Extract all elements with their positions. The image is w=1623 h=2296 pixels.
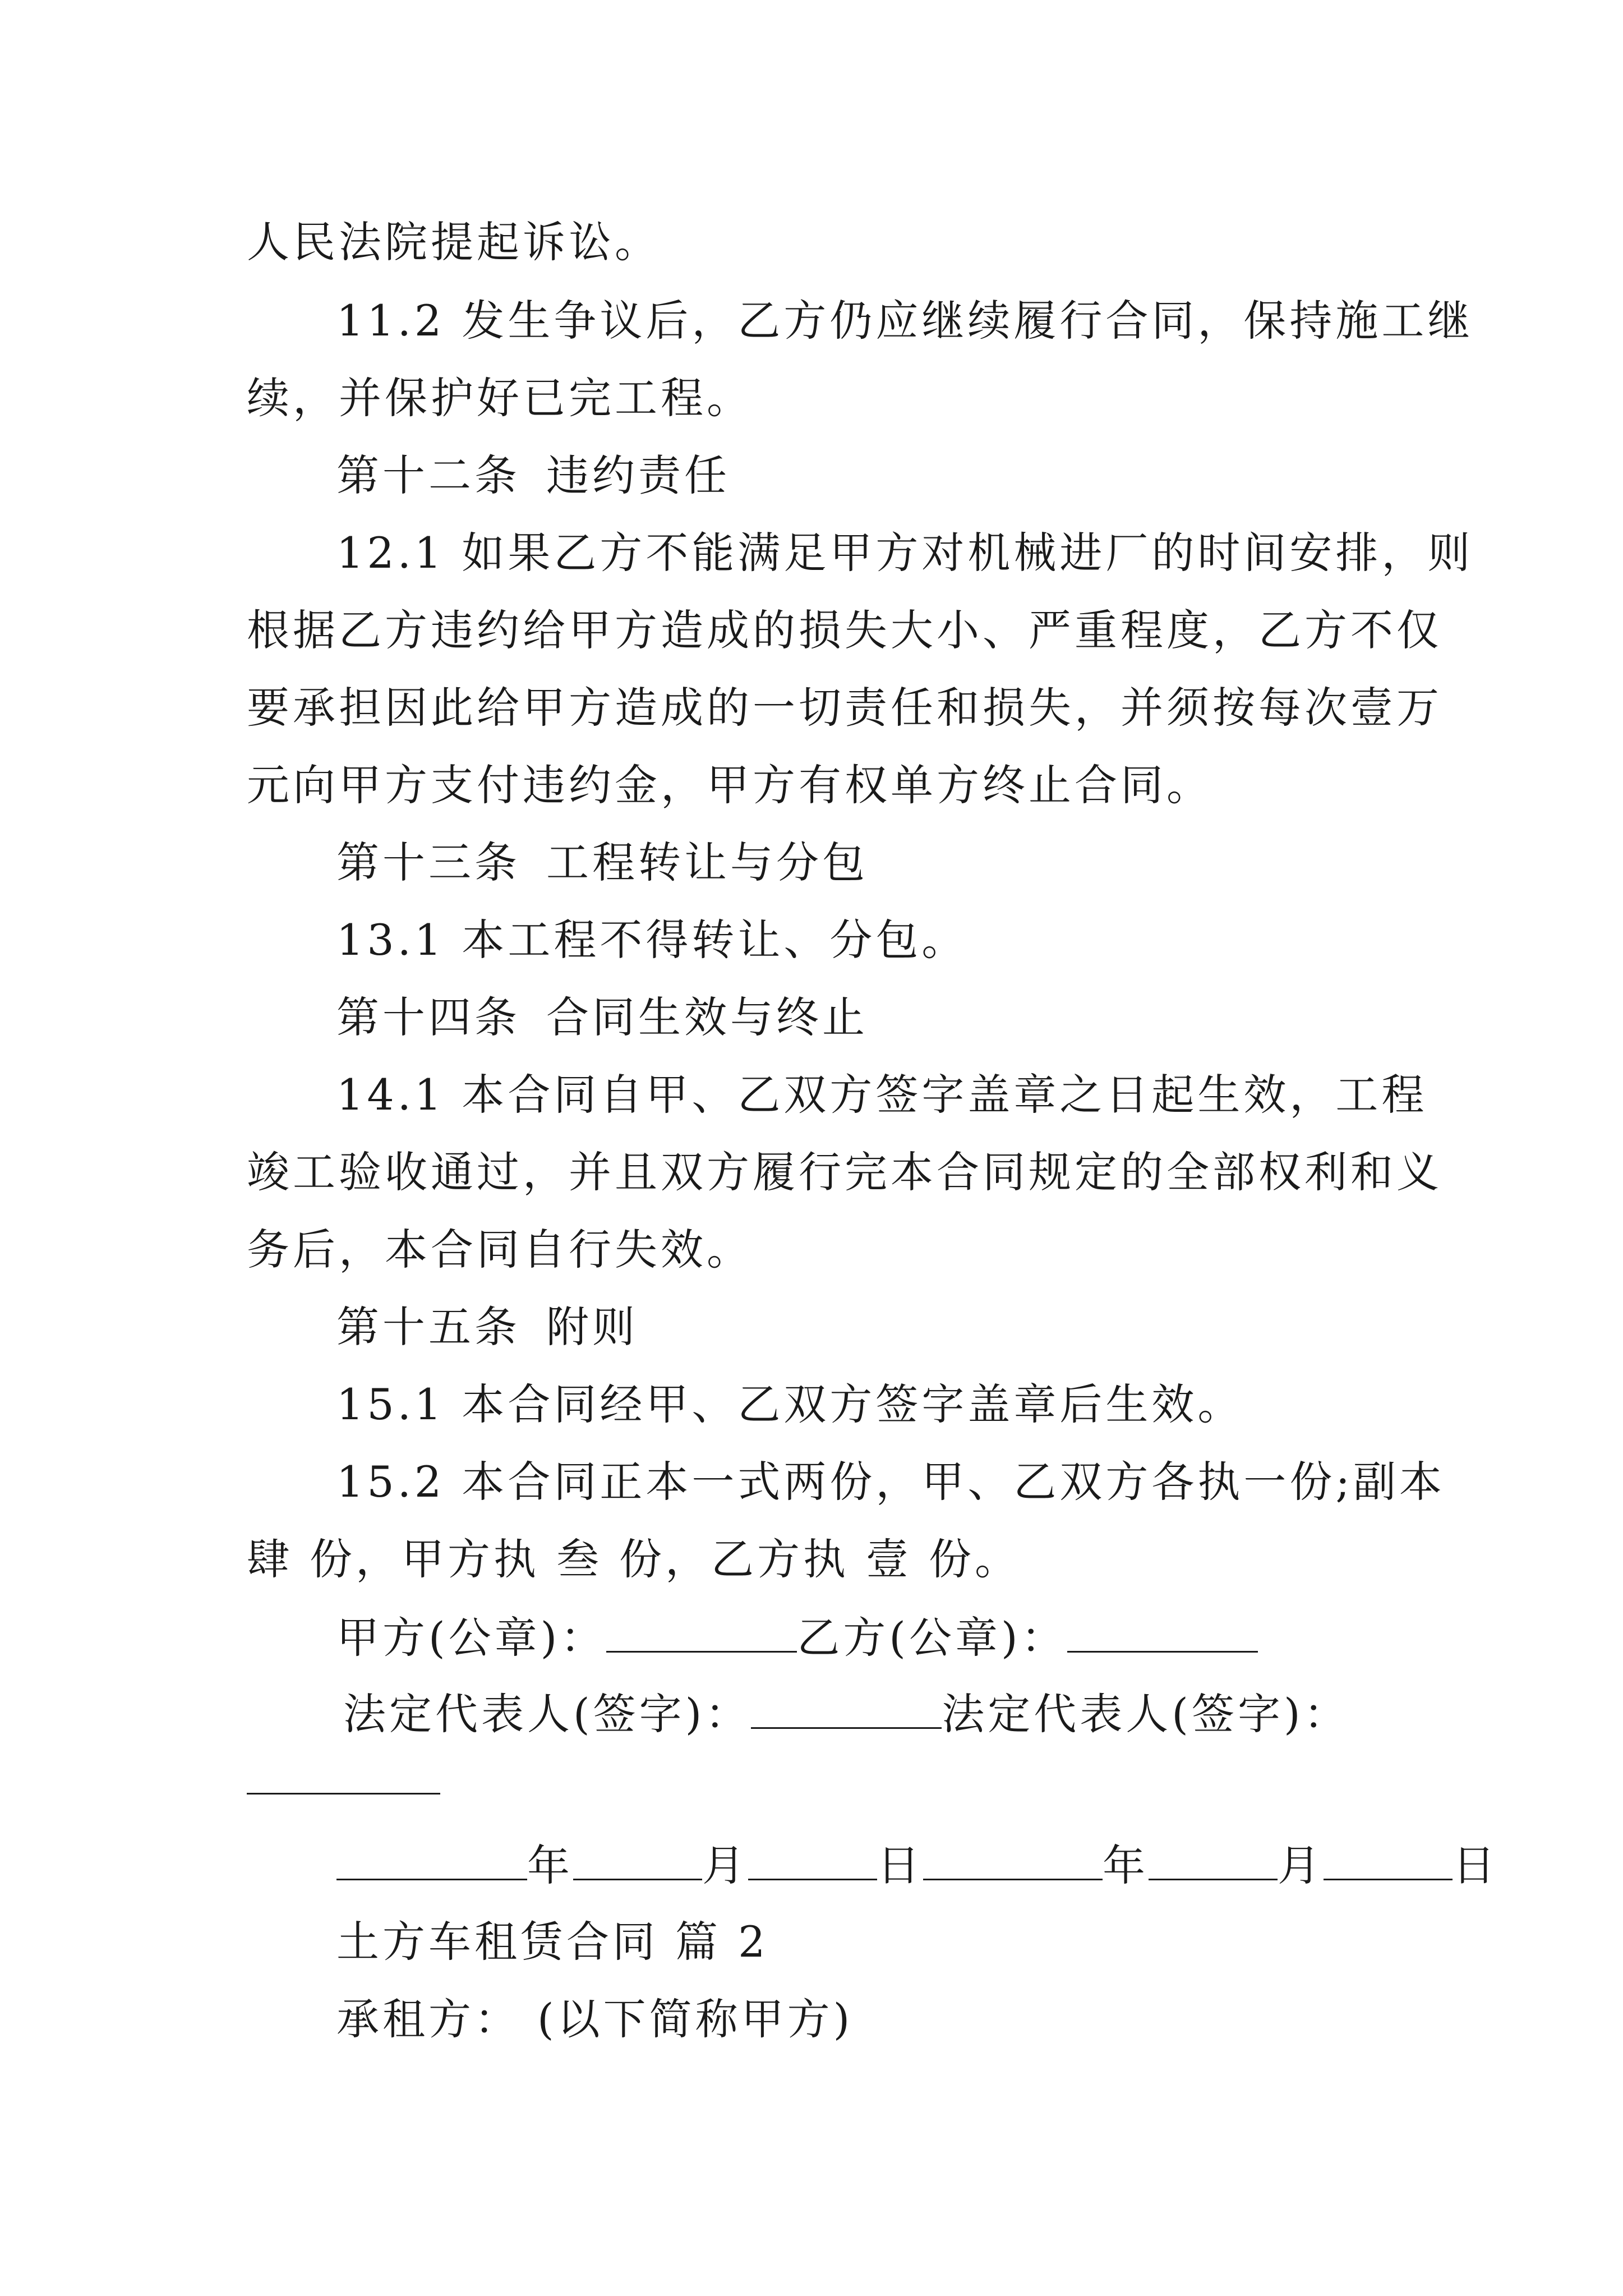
next-contract-title (336, 1914, 769, 1970)
article-title: 违约责任 (546, 450, 730, 500)
article-number: 第十五条 (336, 1302, 520, 1352)
clause-14-1: 14.1 本合同自甲、乙双方签字盖章之日起生效，工程 (336, 1070, 1428, 1120)
text-fragment: 份，甲方执 (310, 1534, 540, 1584)
copies-line (247, 1531, 1021, 1588)
year-a-blank[interactable] (336, 1839, 527, 1880)
text-line: 要承担因此给甲方造成的一切责任和损失，并须按每次壹万 (247, 683, 1442, 733)
article-title: 附则 (546, 1302, 638, 1352)
lessee-line (336, 1991, 853, 2047)
contract-part: 篇 2 (675, 1917, 769, 1967)
text-line: 务后，本合同自行失效。 (247, 1225, 753, 1274)
representative-line (343, 1686, 1350, 1742)
month-label: 月 (1278, 1841, 1324, 1890)
clause-15-2: 15.2 本合同正本一式两份，甲、乙双方各执一份;副本 (336, 1457, 1445, 1507)
party-b-seal-blank[interactable] (1067, 1612, 1258, 1653)
lessee-label: 承租方： (336, 1994, 520, 2044)
day-label: 日 (877, 1841, 923, 1890)
text-line: 元向甲方支付违约金，甲方有权单方终止合同。 (247, 760, 1212, 810)
text-fragment: 份。 (929, 1534, 1021, 1584)
seal-line (336, 1610, 1258, 1666)
day-a-blank[interactable] (748, 1839, 877, 1880)
month-label: 月 (702, 1841, 748, 1890)
date-line (336, 1838, 1498, 1894)
article-title: 合同生效与终止 (546, 992, 868, 1042)
text-line: 竣工验收通过，并且双方履行完本合同规定的全部权利和义 (247, 1147, 1442, 1197)
clause-11-2: 11.2 发生争议后，乙方仍应继续履行合同，保持施工继 (336, 296, 1474, 346)
day-label: 日 (1453, 1841, 1498, 1890)
article-number: 第十三条 (336, 838, 520, 887)
year-b-blank[interactable] (923, 1839, 1103, 1880)
day-b-blank[interactable] (1324, 1839, 1453, 1880)
article-number: 第十四条 (336, 992, 520, 1042)
article-12-heading (336, 448, 730, 504)
article-15-heading (336, 1299, 638, 1355)
party-b-rep-blank[interactable] (247, 1793, 440, 1795)
text-fragment: 份，乙方执 (619, 1534, 849, 1584)
year-label: 年 (527, 1841, 573, 1890)
year-label: 年 (1103, 1841, 1149, 1890)
text-line: 续，并保护好已完工程。 (247, 373, 753, 423)
party-b-rep-label: 法定代表人(签字)： (942, 1689, 1350, 1739)
text-line: 人民法院提起诉讼。 (247, 217, 661, 267)
party-a-seal-label: 甲方(公章)： (336, 1613, 607, 1663)
clause-13-1: 13.1 本工程不得转让、分包。 (336, 915, 968, 965)
copies-party-b: 壹 (866, 1534, 912, 1584)
copies-total: 肆 (247, 1534, 293, 1584)
text-line: 根据乙方违约给甲方造成的损失大小、严重程度，乙方不仅 (247, 605, 1442, 655)
lessee-note: (以下简称甲方) (537, 1994, 854, 2044)
article-13-heading (336, 835, 868, 891)
month-b-blank[interactable] (1149, 1839, 1278, 1880)
party-a-seal-blank[interactable] (606, 1612, 797, 1653)
clause-12-1: 12.1 如果乙方不能满足甲方对机械进厂的时间安排，则 (336, 528, 1474, 578)
article-title: 工程转让与分包 (546, 838, 868, 887)
contract-title: 土方车租赁合同 (336, 1917, 658, 1967)
party-a-rep-label: 法定代表人(签字)： (343, 1689, 751, 1739)
clause-15-1: 15.1 本合同经甲、乙双方签字盖章后生效。 (336, 1379, 1244, 1429)
article-14-heading (336, 990, 868, 1046)
party-b-seal-label: 乙方(公章)： (797, 1613, 1067, 1663)
party-a-rep-blank[interactable] (751, 1688, 942, 1729)
article-number: 第十二条 (336, 450, 520, 500)
month-a-blank[interactable] (573, 1839, 702, 1880)
copies-party-a: 叁 (556, 1534, 602, 1584)
